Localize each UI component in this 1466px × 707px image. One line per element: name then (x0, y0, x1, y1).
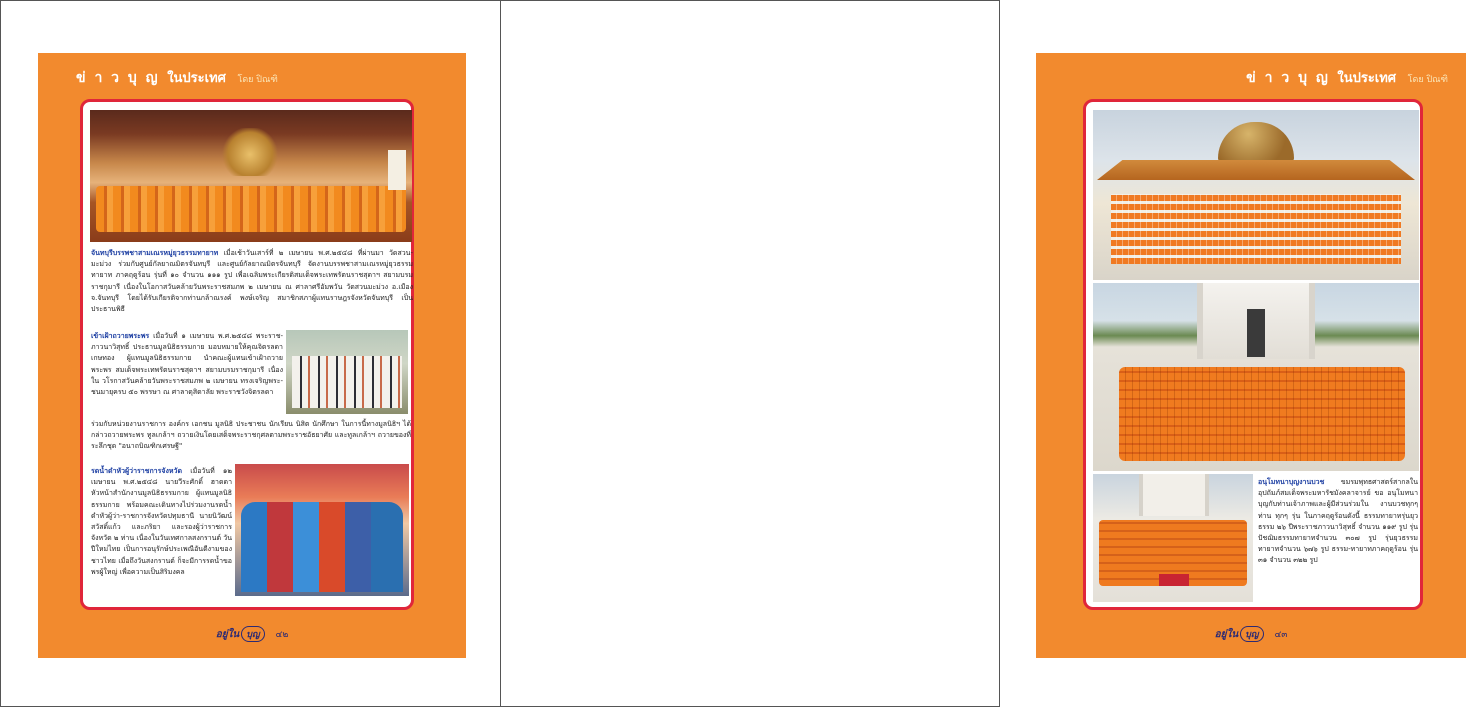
article-headline: อนุโมทนาบุญงานบวช (1258, 478, 1325, 486)
logo-text: อยู่ใน (1214, 629, 1239, 640)
article-governor (91, 466, 232, 578)
left-content-frame (80, 99, 414, 610)
logo-badge: บุญ (1240, 626, 1263, 642)
temple-building (1197, 283, 1315, 359)
people-group (241, 502, 403, 592)
article-audience-continued (91, 419, 411, 453)
songkran-group-photo (235, 464, 409, 596)
temple-hall-monks-photo (90, 110, 412, 242)
golden-dome (1218, 122, 1294, 162)
red-carpet (1159, 574, 1189, 586)
right-page-footer (1036, 626, 1466, 642)
article-body: เมื่อเช้าวันเสาร์ที่ ๒ เมษายน พ.ศ.๒๕๔๘ ที่ผ่านมา วัดสวน-มะม่วง ร่วมกับศูนย์กัลยาณมิตรจันทบุรี และศูนย์กัลยาณมิตรจันทบุรี จัดงานบรรพชาสามเณรหมู่ยุวธรรมทายาท ภาคฤดูร้อน รุ่นที่ ๑๐ จำนวน ๑๑๑ รูป เพื่อเฉลิมพระเกียรติสมเด็จพระเทพรัตนราชสุดาฯ สยามบรมราชกุมารี เนื่องในโอกาสวันคล้ายวันพระราชสมภพ ๒ เมษายน ณ ศาลาศรีอัมพวัน วัดสวนมะม่วง อ.เมือง จ.จันทบุรี โดยได้รับเกียรติจากท่านกล้าณรงค์ พงษ์เจริญ สมาชิกสภาผู้แทนราษฎรจังหวัดจันทบุรี เป็นประธานพิธี (91, 249, 413, 314)
left-page-footer (38, 626, 466, 642)
audience-group-photo (286, 330, 408, 414)
header-byline: โดย ปิณฑิ (1407, 75, 1448, 85)
magazine-logo (1215, 626, 1266, 642)
hall-door (388, 150, 406, 190)
article-body: ร่วมกับหน่วยงานราชการ องค์กร เอกชน มูลนิธิ ประชาชน นักเรียน นิสิต นักศึกษา ในการนี้ทางมูลนิธิฯ ได้กล่าวถวายพระพร ทูลเกล้าฯ ถวายเงินโดยเสด็จพระราชกุศลตามพระราชอัธยาศัย และทูลเกล้าฯ ถวายของที่ระลึกชุด "อนาถบิณฑิกเศรษฐี" (91, 420, 411, 451)
temple-building (1139, 474, 1209, 516)
people-group (292, 356, 402, 408)
left-page-spread (38, 53, 466, 658)
monk-rows-overlay (1111, 194, 1401, 264)
header-subtitle: ในประเทศ (1337, 71, 1397, 86)
ordination-group-photo (1093, 283, 1419, 471)
buddha-altar (220, 128, 280, 176)
pagoda-roof (1097, 160, 1415, 180)
page-number: ๔๓ (1274, 630, 1288, 640)
header-title: ข่ า ว บุ ญ (1246, 70, 1330, 86)
logo-badge: บุญ (241, 626, 264, 642)
article-body: ขมรมพุทธศาสตร์สากลใน อุปถัมภ์สมเด็จพระมหารัชมังคลาจารย์ ขอ อนุโมทนาบุญกับท่านเจ้าภาพและผู้มีส่วนร่วมใน งานบวชทุกๆ ท่าน ทุกๆ รุ่น ในภาคฤดูร้อนดังนี้ ธรรมทายาทรุ่นยุวธรรม ๒๖ ปีพระราชภาวนาวิสุทธิ์ จำนวน ๑๑๙ รูป รุ่นปัชฌิมธรรมทายาทจำนวน ๓๐๗ รูป รุ่นยุวธรรมทายาทจำนวน ๖๗๖ รูป ธรรม-ทายาทภาคฤดูร้อน รุ่น ๓๑ จำนวน ๓๒๒ รูป (1258, 478, 1418, 565)
small-ordination-photo (1093, 474, 1253, 602)
article-headline: จันทบุรีบรรพชาสามเณรหมู่ยุวธรรมทายาท (91, 249, 219, 257)
monks-crowd-overlay (1119, 367, 1405, 461)
right-page-header (1246, 67, 1448, 89)
article-audience (91, 331, 283, 398)
logo-text: อยู่ใน (215, 629, 240, 640)
left-page-header (76, 67, 278, 89)
page-number: ๔๒ (275, 630, 289, 640)
article-chanthaburi (91, 248, 413, 315)
header-subtitle: ในประเทศ (167, 71, 226, 86)
article-headline: รดน้ำดำหัวผู้ว่าราชการจังหวัด (91, 467, 182, 475)
right-page-spread (1036, 53, 1466, 658)
right-content-frame (1083, 99, 1423, 610)
right-page-sheet (500, 0, 1448, 707)
dhammakaya-pagoda-photo (1093, 110, 1419, 280)
novice-monks-group (96, 186, 406, 232)
header-byline: โดย ปิณฑิ (237, 75, 278, 85)
magazine-logo (216, 626, 267, 642)
left-page-sheet (0, 0, 501, 707)
article-ordination (1258, 477, 1418, 567)
article-body: เมื่อวันที่ ๑๒ เมษายน พ.ศ.๒๕๔๘ นายวีระศักดิ์ ฮาดดา หัวหน้าสำนักงานมูลนิธิธรรมกาย ผู้แทนมูลนิธิธรรมกาย พร้อมคณะเดินทางไปร่วมงานรดน้ำดำหัวผู้ว่า-ราชการจังหวัดปทุมธานี นายนิวัฒน์ สวัสดิ์แก้ว และภริยา และรองผู้ว่าราชการจังหวัด ๒ ท่าน เนื่องในวันเทศกาลสงกรานต์ วันปีใหม่ไทย เป็นการอนุรักษ์ประเพณีอันดีงามของชาวไทย เมื่อถึงวันสงกรานต์ ก็จะมีการรดน้ำขอพรผู้ใหญ่ เพื่อความเป็นสิริมงคล (91, 467, 232, 576)
article-body: เมื่อวันที่ ๑ เมษายน พ.ศ.๒๕๔๘ พระราช-ภาวนาวิสุทธิ์ ประธานมูลนิธิธรรมกาย มอบหมายให้คุณจิตรลดา เกษทอง ผู้แทนมูลนิธิธรรมกาย นำคณะผู้แทนเข้าเฝ้าถวายพระพร สมเด็จพระเทพรัตนราชสุดาฯ สยามบรมราชกุมารี เนื่องใน วโรกาสวันคล้ายวันพระราชสมภพ ๒ เมษายน ทรงเจริญพระ-ชนมายุครบ ๕๐ พรรษา ณ ศาลาดุสิดาลัย พระราชวังจิตรลดา (91, 332, 283, 397)
article-headline: เข้าเฝ้าถวายพระพร (91, 332, 150, 340)
header-title: ข่ า ว บุ ญ (76, 70, 160, 86)
